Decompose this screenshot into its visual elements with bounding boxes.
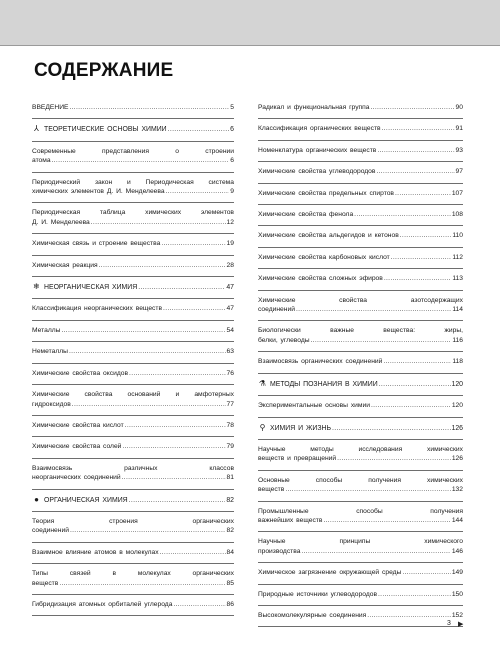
- toc-block: [258, 321, 463, 352]
- toc-page-number: 107: [451, 189, 463, 197]
- toc-leader-dots: [377, 146, 454, 155]
- toc-entry[interactable]: [258, 590, 463, 599]
- toc-entry-last-line: [32, 473, 234, 482]
- toc-entry-title-line: Взаимосвязь органических соединений: [258, 358, 383, 366]
- toc-block: [32, 234, 234, 255]
- toc-right-column: [258, 103, 463, 627]
- toc-leader-dots: [59, 579, 225, 588]
- toc-page-number: 114: [452, 306, 463, 314]
- toc-section-title: ХИМИЯ И ЖИЗНЬ: [270, 424, 331, 432]
- toc-entry-title-line: неорганических соединений: [32, 474, 121, 482]
- toc-page-number: 6: [230, 126, 234, 134]
- toc-section[interactable]: [258, 423, 463, 433]
- toc-leader-dots: [160, 548, 226, 557]
- toc-block: [258, 352, 463, 373]
- toc-entry[interactable]: [32, 326, 234, 335]
- toc-page-number: 85: [226, 579, 234, 587]
- toc-entry[interactable]: [258, 146, 463, 155]
- toc-block: [258, 563, 463, 584]
- toc-page-number: 152: [451, 611, 463, 619]
- toc-entry-title-line: Номенклатура органических веществ: [258, 146, 377, 154]
- toc-block: [32, 512, 234, 543]
- toc-entry[interactable]: [258, 568, 463, 577]
- toc-page-number: 47: [226, 284, 234, 292]
- toc-entry-last-line: [32, 304, 234, 313]
- toc-entry-title-line: Химические свойства карбоновых кислот: [258, 253, 390, 261]
- toc-page-number: 9: [230, 188, 234, 196]
- toc-page-number: 82: [226, 496, 234, 504]
- toc-entry-last-line: [258, 305, 463, 314]
- toc-entry-title-line: Высокомолекулярные соединения: [258, 611, 367, 619]
- toc-section[interactable]: [32, 495, 234, 505]
- toc-leader-dots: [125, 421, 226, 430]
- toc-entry-last-line: [258, 103, 463, 112]
- toc-block: [258, 269, 463, 290]
- toc-entry-last-line: [32, 218, 234, 227]
- toc-entry-last-line: [258, 590, 463, 599]
- toc-entry-last-line: [258, 516, 463, 525]
- toc-entry[interactable]: [32, 600, 234, 609]
- toc-page-number: 86: [226, 600, 234, 608]
- toc-entry-last-line: [32, 156, 234, 165]
- toc-leader-dots: [311, 336, 452, 345]
- toc-page-number: 120: [451, 402, 463, 410]
- toc-section-title: ОРГАНИЧЕСКАЯ ХИМИЯ: [44, 496, 128, 504]
- toc-block: [32, 459, 234, 490]
- toc-leader-dots: [163, 304, 226, 313]
- toc-leader-dots: [122, 473, 226, 482]
- toc-entry-last-line: [32, 187, 234, 196]
- microscope-icon: ⚲: [259, 422, 266, 432]
- toc-entry-last-line: [258, 454, 463, 463]
- toc-entry[interactable]: [32, 569, 234, 588]
- toc-entry-title-line: Химические свойства оснований и амфотерных: [32, 391, 234, 399]
- toc-page-number: 118: [452, 358, 463, 366]
- toc-block: [258, 374, 463, 396]
- toc-leader-dots: [99, 261, 226, 270]
- toc-block: [32, 342, 234, 363]
- toc-left-column: [32, 103, 234, 616]
- toc-block: [258, 184, 463, 205]
- toc-page-number: 120: [451, 380, 463, 388]
- toc-entry[interactable]: [32, 421, 234, 430]
- toc-entry-title-line: соединений: [32, 527, 69, 535]
- toc-entry-title-line: атома: [32, 157, 51, 165]
- toc-leader-dots: [61, 326, 225, 335]
- toc-page-number: 110: [452, 232, 463, 240]
- toc-page-number: 82: [226, 527, 234, 535]
- toc-entry-title-line: Типы связей в молекулах органических: [32, 570, 234, 578]
- toc-leader-dots: [122, 442, 225, 451]
- toc-entry[interactable]: [32, 304, 234, 313]
- toc-entry-last-line: [32, 326, 234, 335]
- toc-leader-dots: [168, 125, 230, 134]
- toc-entry-title-line: Основные способы получения химических: [258, 476, 463, 484]
- toc-entry-title-line: Теория строения органических: [32, 517, 234, 525]
- toc-entry-last-line: [258, 401, 463, 410]
- toc-page-number: 12: [226, 218, 234, 226]
- toc-leader-dots: [332, 424, 451, 433]
- toc-page-number: 5: [230, 104, 234, 111]
- toc-block: [258, 502, 463, 533]
- toc-section[interactable]: [258, 379, 463, 389]
- toc-block: [258, 606, 463, 627]
- toc-page-number: 19: [226, 240, 234, 248]
- toc-page-number: 126: [451, 455, 463, 463]
- toc-block: [258, 103, 463, 119]
- toc-block: [32, 299, 234, 320]
- toc-block: [32, 142, 234, 173]
- toc-block: [258, 226, 463, 247]
- toc-entry-title-line: гидроксидов: [32, 400, 71, 408]
- toc-leader-dots: [400, 231, 452, 240]
- toc-entry-last-line: [32, 421, 234, 430]
- toc-leader-dots: [173, 600, 225, 609]
- toc-entry-title-line: Химические свойства азотсодержащих: [258, 296, 463, 304]
- toc-entry-title-line: соединений: [258, 306, 295, 314]
- toc-block: [258, 162, 463, 183]
- toc-leader-dots: [371, 401, 451, 410]
- flask-icon: ⚗: [258, 378, 267, 388]
- next-page-arrow-icon[interactable]: ▶: [458, 621, 464, 628]
- toc-entry-title-line: Химические свойства альдегидов и кетонов: [258, 232, 399, 240]
- toc-entry-title-line: Промышленные способы получения: [258, 507, 463, 515]
- toc-entry-title-line: Взаимное влияние атомов в молекулах: [32, 548, 159, 556]
- toc-entry-title-line: веществ и превращений: [258, 455, 337, 463]
- toc-page-number: 84: [226, 548, 234, 556]
- toc-entry[interactable]: [32, 261, 234, 270]
- toc-entry[interactable]: [258, 326, 463, 345]
- toc-entry[interactable]: [32, 390, 234, 409]
- toc-entry-last-line: [258, 189, 463, 198]
- toc-entry[interactable]: [258, 296, 463, 315]
- toc-page-number: 90: [455, 104, 463, 111]
- toc-entry-last-line: [32, 103, 234, 112]
- toc-entry-title-line: белки, углеводы: [258, 336, 310, 344]
- toc-block: [258, 291, 463, 322]
- toc-entry-last-line: [258, 274, 463, 283]
- toc-entry-last-line: [258, 146, 463, 155]
- toc-entry[interactable]: [258, 357, 463, 366]
- toc-block: [32, 416, 234, 437]
- toc-entry-title-line: Биологически важные вещества: жиры,: [258, 327, 463, 335]
- toc-entry[interactable]: [258, 537, 463, 556]
- toc-leader-dots: [69, 103, 229, 112]
- toc-entry-last-line: [258, 568, 463, 577]
- toc-entry[interactable]: [258, 401, 463, 410]
- toc-page-number: 116: [452, 336, 463, 344]
- toc-entry-title-line: Химическая реакция: [32, 261, 98, 269]
- toc-entry-title-line: химических элементов Д. И. Менделеева: [32, 188, 165, 196]
- toc-page-number: 112: [452, 253, 463, 261]
- toc-entry[interactable]: [258, 476, 463, 495]
- toc-leader-dots: [138, 283, 225, 292]
- toc-block: [32, 119, 234, 141]
- toc-leader-dots: [129, 369, 226, 378]
- toc-block: [258, 440, 463, 471]
- toc-entry[interactable]: [258, 231, 463, 240]
- snowflake-icon: ❄: [33, 282, 40, 292]
- toc-entry-title-line: Современные представления о строении: [32, 147, 234, 155]
- toc-page-number: 146: [451, 547, 463, 555]
- toc-leader-dots: [91, 218, 226, 227]
- toc-leader-dots: [379, 380, 451, 389]
- toc-entry-title-line: Неметаллы: [32, 348, 68, 356]
- toc-entry[interactable]: [258, 253, 463, 262]
- toc-entry[interactable]: [258, 445, 463, 464]
- toc-page-number: 81: [226, 474, 234, 482]
- toc-entry-last-line: [32, 369, 234, 378]
- toc-entry-last-line: [258, 253, 463, 262]
- toc-entry[interactable]: [258, 103, 463, 112]
- toc-page-number: 78: [226, 421, 234, 429]
- toc-entry[interactable]: [32, 239, 234, 248]
- toc-entry-last-line: [258, 357, 463, 366]
- toc-entry-title-line: Химические свойства сложных эфиров: [258, 275, 383, 283]
- toc-entry-last-line: [258, 124, 463, 133]
- toc-entry[interactable]: [32, 369, 234, 378]
- toc-entry-title-line: веществ: [32, 579, 59, 587]
- toc-block: [258, 532, 463, 563]
- toc-entry-last-line: [32, 526, 234, 535]
- toc-block: [32, 490, 234, 512]
- toc-leader-dots: [378, 590, 451, 599]
- toc-entry-last-line: [32, 347, 234, 356]
- toc-leader-dots: [52, 156, 230, 165]
- toc-section-title: НЕОРГАНИЧЕСКАЯ ХИМИЯ: [44, 284, 138, 292]
- toc-leader-dots: [395, 189, 451, 198]
- toc-entry[interactable]: [258, 507, 463, 526]
- toc-leader-dots: [382, 124, 455, 133]
- toc-entry-last-line: [258, 231, 463, 240]
- toc-leader-dots: [161, 239, 225, 248]
- toc-entry-title-line: Д. И. Менделеева: [32, 218, 90, 226]
- toc-section-title: ТЕОРЕТИЧЕСКИЕ ОСНОВЫ ХИМИИ: [44, 126, 167, 134]
- toc-page-number: 150: [451, 590, 463, 598]
- toc-entry-last-line: [258, 210, 463, 219]
- toc-page-number: 76: [226, 369, 234, 377]
- tripod-icon: ⅄: [34, 124, 39, 134]
- toc-section[interactable]: [32, 282, 234, 292]
- toc-entry-title-line: Экспериментальные основы химии: [258, 402, 370, 410]
- toc-leader-dots: [376, 167, 454, 176]
- drop-icon: ●: [34, 494, 39, 504]
- toc-entry-title-line: Химическое загрязнение окружающей среды: [258, 569, 402, 577]
- toc-leader-dots: [323, 516, 450, 525]
- toc-entry[interactable]: [32, 347, 234, 356]
- toc-leader-dots: [285, 485, 451, 494]
- toc-page-number: 6: [230, 157, 234, 165]
- toc-entry-title-line: Классификация органических веществ: [258, 125, 381, 133]
- toc-entry-title-line: Гибридизация атомных орбиталей углерода: [32, 600, 173, 608]
- toc-entry-last-line: [32, 600, 234, 609]
- toc-leader-dots: [301, 547, 450, 556]
- toc-entry-last-line: [32, 548, 234, 557]
- toc-block: [258, 119, 463, 140]
- toc-block: [32, 437, 234, 458]
- toc-leader-dots: [72, 400, 226, 409]
- toc-leader-dots: [337, 454, 451, 463]
- toc-block: [32, 385, 234, 416]
- toc-entry[interactable]: [32, 147, 234, 166]
- toc-entry-title-line: Периодическая таблица химических элементов: [32, 209, 234, 217]
- toc-leader-dots: [384, 274, 451, 283]
- toc-page-number: 47: [226, 305, 234, 313]
- toc-block: [32, 256, 234, 277]
- toc-leader-dots: [383, 357, 451, 366]
- toc-entry-last-line: [32, 239, 234, 248]
- toc-page-number: 97: [455, 168, 463, 176]
- toc-block: [258, 141, 463, 162]
- toc-entry-last-line: [258, 485, 463, 494]
- toc-entry-title-line: Научные принципы химического: [258, 538, 463, 546]
- toc-entry-title-line: Химические свойства предельных спиртов: [258, 189, 394, 197]
- toc-entry-title-line: важнейших веществ: [258, 516, 323, 524]
- toc-entry-title-line: Научные методы исследования химических: [258, 445, 463, 453]
- toc-entry-title-line: ВВЕДЕНИЕ: [32, 104, 69, 111]
- toc-block: [32, 543, 234, 564]
- toc-leader-dots: [367, 611, 451, 620]
- toc-block: [258, 205, 463, 226]
- toc-entry[interactable]: [258, 189, 463, 198]
- toc-entry[interactable]: [32, 548, 234, 557]
- toc-entry[interactable]: [32, 517, 234, 536]
- toc-leader-dots: [296, 305, 451, 314]
- toc-entry-title-line: Природные источники углеводородов: [258, 590, 377, 598]
- toc-page-number: 63: [226, 348, 234, 356]
- toc-entry[interactable]: [258, 167, 463, 176]
- toc-entry-last-line: [258, 611, 463, 620]
- toc-block: [32, 103, 234, 119]
- toc-section-title: МЕТОДЫ ПОЗНАНИЯ В ХИМИИ: [270, 380, 378, 388]
- toc-entry-last-line: [32, 442, 234, 451]
- toc-leader-dots: [69, 347, 226, 356]
- toc-entry-last-line: [258, 336, 463, 345]
- page-title: СОДЕРЖАНИЕ: [34, 60, 174, 81]
- toc-entry-title-line: Металлы: [32, 326, 61, 334]
- toc-leader-dots: [402, 568, 450, 577]
- toc-entry-title-line: веществ: [258, 486, 285, 494]
- toc-entry-last-line: [32, 400, 234, 409]
- toc-block: [258, 585, 463, 606]
- toc-block: [258, 396, 463, 417]
- toc-entry-last-line: [258, 167, 463, 176]
- toc-entry[interactable]: [258, 210, 463, 219]
- toc-block: [258, 418, 463, 440]
- toc-page-number: 79: [226, 443, 234, 451]
- toc-entry-title-line: Химические свойства кислот: [32, 421, 124, 429]
- toc-entry[interactable]: [32, 208, 234, 227]
- header-band: [0, 0, 500, 46]
- toc-block: [32, 364, 234, 385]
- toc-page-number: 93: [455, 146, 463, 154]
- toc-block: [32, 564, 234, 595]
- toc-page-number: 149: [451, 569, 463, 577]
- toc-entry[interactable]: [258, 611, 463, 620]
- toc-block: [32, 173, 234, 204]
- toc-entry-title-line: производства: [258, 547, 301, 555]
- toc-leader-dots: [129, 496, 226, 505]
- toc-page-number: 126: [451, 424, 463, 432]
- toc-page-number: 144: [451, 516, 463, 524]
- toc-block: [32, 321, 234, 342]
- toc-entry[interactable]: [32, 178, 234, 197]
- toc-leader-dots: [354, 210, 451, 219]
- toc-entry-title-line: Химические свойства оксидов: [32, 369, 129, 377]
- toc-leader-dots: [391, 253, 452, 262]
- toc-entry-title-line: Химические свойства углеводородов: [258, 168, 376, 176]
- toc-block: [32, 203, 234, 234]
- toc-entry[interactable]: [32, 442, 234, 451]
- toc-entry-last-line: [32, 579, 234, 588]
- toc-entry-title-line: Взаимосвязь различных классов: [32, 464, 234, 472]
- toc-entry-title-line: Классификация неорганических веществ: [32, 305, 163, 313]
- toc-entry[interactable]: [258, 274, 463, 283]
- toc-block: [32, 277, 234, 299]
- page-number: 3: [447, 620, 451, 627]
- toc-block: [32, 595, 234, 616]
- toc-block: [258, 248, 463, 269]
- toc-entry-title-line: Химическая связь и строение вещества: [32, 240, 161, 248]
- toc-entry[interactable]: [32, 464, 234, 483]
- toc-page-number: 54: [226, 326, 234, 334]
- toc-page-number: 28: [226, 261, 234, 269]
- toc-entry[interactable]: [258, 124, 463, 133]
- toc-block: [258, 471, 463, 502]
- toc-page-number: 91: [455, 125, 463, 133]
- toc-entry[interactable]: [32, 103, 234, 112]
- toc-page-number: 132: [451, 486, 463, 494]
- toc-entry-last-line: [258, 547, 463, 556]
- toc-entry-title-line: Химические свойства фенола: [258, 211, 354, 219]
- toc-entry-last-line: [32, 261, 234, 270]
- toc-page-number: 108: [451, 211, 463, 219]
- toc-page-number: 77: [226, 400, 234, 408]
- toc-leader-dots: [166, 187, 230, 196]
- toc-leader-dots: [70, 526, 226, 535]
- toc-page-number: 113: [452, 275, 463, 283]
- toc-entry-title-line: Радикал и функциональная группа: [258, 104, 370, 111]
- toc-entry-title-line: Периодический закон и Периодическая система: [32, 178, 234, 186]
- toc-section[interactable]: [32, 124, 234, 134]
- toc-entry-title-line: Химические свойства солей: [32, 443, 122, 451]
- toc-leader-dots: [371, 103, 455, 112]
